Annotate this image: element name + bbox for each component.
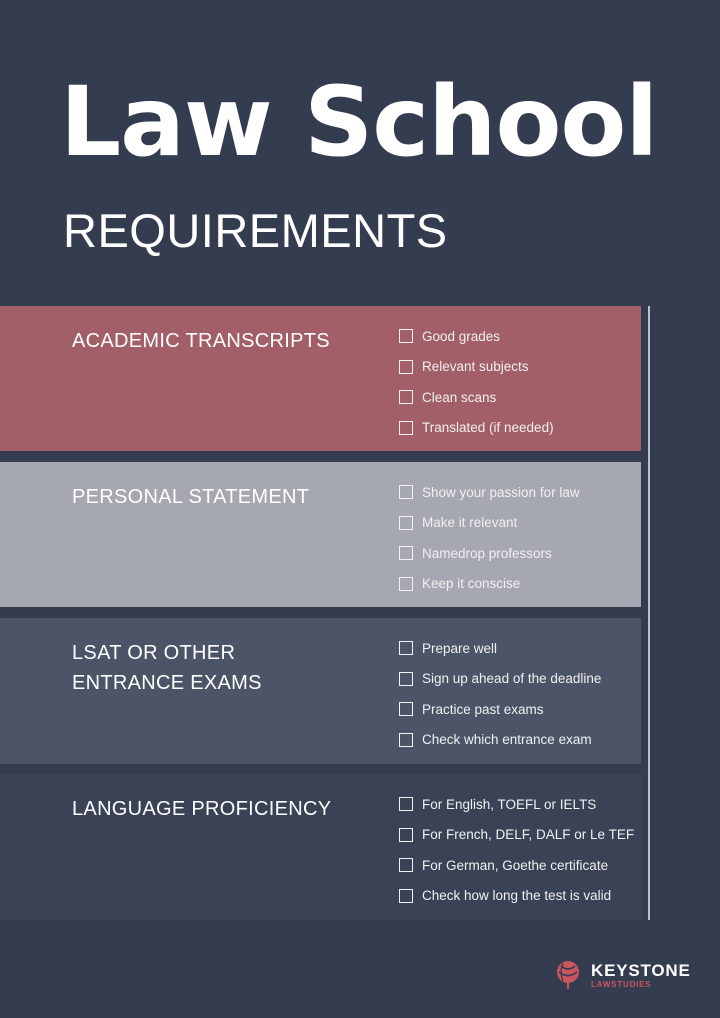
section-title	[72, 482, 309, 512]
checklist-item-label: Translated (if needed)	[422, 420, 554, 436]
checklist-item[interactable]	[399, 664, 601, 695]
checklist-item-label: Relevant subjects	[422, 359, 529, 375]
keystone-logo	[555, 960, 691, 990]
checkbox-icon[interactable]	[399, 797, 413, 811]
checklist-item-label: For German, Goethe certificate	[422, 857, 609, 873]
checklist-item-label: For French, DELF, DALF or Le TEF	[422, 827, 635, 843]
checkbox-icon[interactable]	[399, 858, 413, 872]
checklist-item[interactable]	[399, 820, 634, 851]
checkbox-icon[interactable]	[399, 641, 413, 655]
page-subtitle: REQUIREMENTS	[63, 204, 448, 257]
checkbox-icon[interactable]	[399, 329, 413, 343]
checkbox-icon[interactable]	[399, 889, 413, 903]
logo-name: KEYSTONE	[591, 960, 691, 980]
section-title	[72, 794, 331, 824]
checklist-item-label: For English, TOEFL or IELTS	[422, 796, 597, 812]
checklist-item[interactable]	[399, 538, 580, 569]
checklist-item[interactable]	[399, 881, 634, 912]
checklist-item-label: Check which entrance exam	[422, 732, 592, 748]
checklist-item-label: Check how long the test is valid	[422, 888, 612, 904]
checklist	[399, 477, 580, 599]
checklist	[399, 321, 554, 443]
checklist	[399, 633, 601, 755]
checklist-item[interactable]	[399, 477, 580, 508]
checkbox-icon[interactable]	[399, 516, 413, 530]
divider-line	[648, 306, 650, 920]
checkbox-icon[interactable]	[399, 390, 413, 404]
section-lsat-entrance-exams	[0, 618, 641, 764]
section-title	[72, 638, 262, 698]
checkbox-icon[interactable]	[399, 577, 413, 591]
checklist-item-label: Practice past exams	[422, 701, 544, 717]
page-title: Law School	[60, 66, 658, 178]
checklist-item-label: Prepare well	[422, 640, 498, 656]
checklist-item[interactable]	[399, 413, 554, 444]
checklist-item-label: Make it relevant	[422, 515, 518, 531]
section-title	[72, 326, 330, 356]
checklist-item[interactable]	[399, 352, 554, 383]
checkbox-icon[interactable]	[399, 828, 413, 842]
checkbox-icon[interactable]	[399, 421, 413, 435]
checkbox-icon[interactable]	[399, 672, 413, 686]
logo-tagline: LAWSTUDIES	[591, 979, 652, 989]
checklist-item-label: Namedrop professors	[422, 545, 552, 561]
section-title-line: ACADEMIC TRANSCRIPTS	[72, 330, 330, 352]
checklist	[399, 789, 634, 911]
checklist-item[interactable]	[399, 321, 554, 352]
checklist-item-label: Clean scans	[422, 389, 497, 405]
checklist-item[interactable]	[399, 633, 601, 664]
checkbox-icon[interactable]	[399, 360, 413, 374]
section-academic-transcripts	[0, 306, 641, 451]
checklist-item[interactable]	[399, 382, 554, 413]
checkbox-icon[interactable]	[399, 546, 413, 560]
checklist-item[interactable]	[399, 508, 580, 539]
checklist-item[interactable]	[399, 850, 634, 881]
section-title-line: PERSONAL STATEMENT	[72, 486, 310, 508]
checklist-item[interactable]	[399, 789, 634, 820]
checkbox-icon[interactable]	[399, 485, 413, 499]
checklist-item-label: Keep it conscise	[422, 576, 521, 592]
checklist-item[interactable]	[399, 725, 601, 756]
checklist-item[interactable]	[399, 569, 580, 600]
checklist-item-label: Good grades	[422, 328, 501, 344]
checklist-item-label: Sign up ahead of the deadline	[422, 671, 602, 687]
checklist-item[interactable]	[399, 694, 601, 725]
globe-pin-icon	[555, 960, 581, 990]
checklist-item-label: Show your passion for law	[422, 484, 580, 500]
section-title-line: LSAT OR OTHER	[72, 642, 236, 664]
checkbox-icon[interactable]	[399, 733, 413, 747]
section-title-line: LANGUAGE PROFICIENCY	[72, 798, 332, 820]
section-language-proficiency	[0, 774, 641, 920]
section-title-line: ENTRANCE EXAMS	[72, 672, 262, 694]
section-personal-statement	[0, 462, 641, 607]
checkbox-icon[interactable]	[399, 702, 413, 716]
